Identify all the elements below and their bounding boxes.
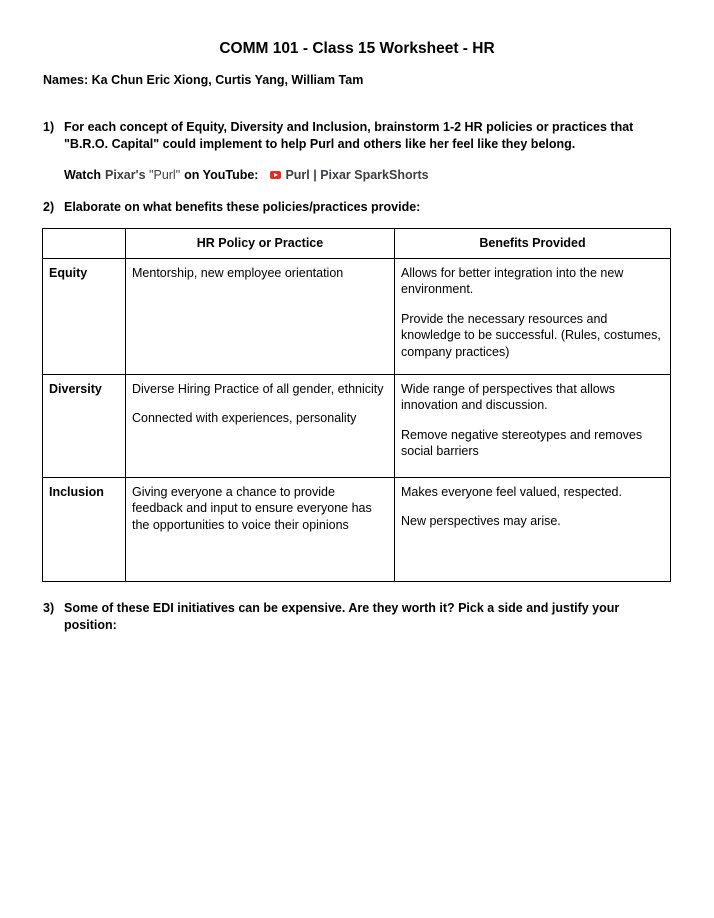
watch-on-youtube: on YouTube: xyxy=(184,168,259,182)
concept-equity[interactable]: Equity xyxy=(43,258,126,374)
policy-equity[interactable] xyxy=(126,258,395,374)
table-row-equity xyxy=(43,258,671,374)
benefits-inclusion-line-2: New perspectives may arise. xyxy=(401,514,561,528)
policy-diversity[interactable] xyxy=(126,374,395,477)
benefits-inclusion[interactable] xyxy=(395,477,671,581)
question-3 xyxy=(43,600,673,634)
benefits-equity-line-2: Provide the necessary resources and knowledge to be successful. (Rules, costumes, company practices) xyxy=(401,311,661,359)
question-2-text: Elaborate on what benefits these policies/practices provide: xyxy=(64,200,421,214)
watch-label: Watch xyxy=(64,168,102,182)
watch-pixar: Pixar's xyxy=(105,168,146,182)
table-row-diversity xyxy=(43,374,671,477)
benefits-inclusion-line-1: Makes everyone feel valued, respected. xyxy=(401,484,622,499)
youtube-icon[interactable] xyxy=(270,171,281,179)
policy-diversity-line-1: Diverse Hiring Practice of all gender, ethnicity xyxy=(132,381,384,396)
table-row-inclusion xyxy=(43,477,671,581)
header-benefits: Benefits Provided xyxy=(395,229,671,259)
student-names: Names: Ka Chun Eric Xiong, Curtis Yang, William Tam xyxy=(43,73,364,87)
benefits-diversity-line-1: Wide range of perspectives that allows innovation and discussion. xyxy=(401,381,615,412)
question-3-number: 3) xyxy=(43,601,55,615)
concept-inclusion[interactable]: Inclusion xyxy=(43,477,126,581)
benefits-equity[interactable] xyxy=(395,258,671,374)
purl-video-link[interactable]: Purl | Pixar SparkShorts xyxy=(285,168,429,182)
watch-purl-title: "Purl" xyxy=(149,168,181,182)
question-1-number: 1) xyxy=(43,120,55,134)
question-2 xyxy=(43,199,673,216)
policy-inclusion[interactable] xyxy=(126,477,395,581)
concept-diversity[interactable]: Diversity xyxy=(43,374,126,477)
benefits-diversity[interactable] xyxy=(395,374,671,477)
question-3-text: Some of these EDI initiatives can be expensive. Are they worth it? Pick a side and justify your position: xyxy=(64,601,620,632)
header-concept xyxy=(43,229,126,259)
page-title: COMM 101 - Class 15 Worksheet - HR xyxy=(219,40,495,57)
benefits-equity-line-1: Allows for better integration into the new environment. xyxy=(401,265,624,296)
question-1 xyxy=(43,119,673,153)
policy-diversity-line-2: Connected with experiences, personality xyxy=(132,411,357,425)
policy-inclusion-line: Giving everyone a chance to provide feedback and input to ensure everyone has the opportunities to voice their opinions xyxy=(132,484,372,532)
watch-line xyxy=(64,168,429,182)
table-header-row xyxy=(43,229,671,259)
question-1-text: For each concept of Equity, Diversity and Inclusion, brainstorm 1-2 HR policies or practices that "B.R.O. Capital" could implement to help Purl and others like her feel like they belong. xyxy=(64,120,634,151)
policy-equity-line: Mentorship, new employee orientation xyxy=(132,265,344,280)
benefits-diversity-line-2: Remove negative stereotypes and removes social barriers xyxy=(401,427,643,458)
header-policy: HR Policy or Practice xyxy=(126,229,395,259)
edi-table xyxy=(42,228,671,582)
question-2-number: 2) xyxy=(43,200,55,214)
